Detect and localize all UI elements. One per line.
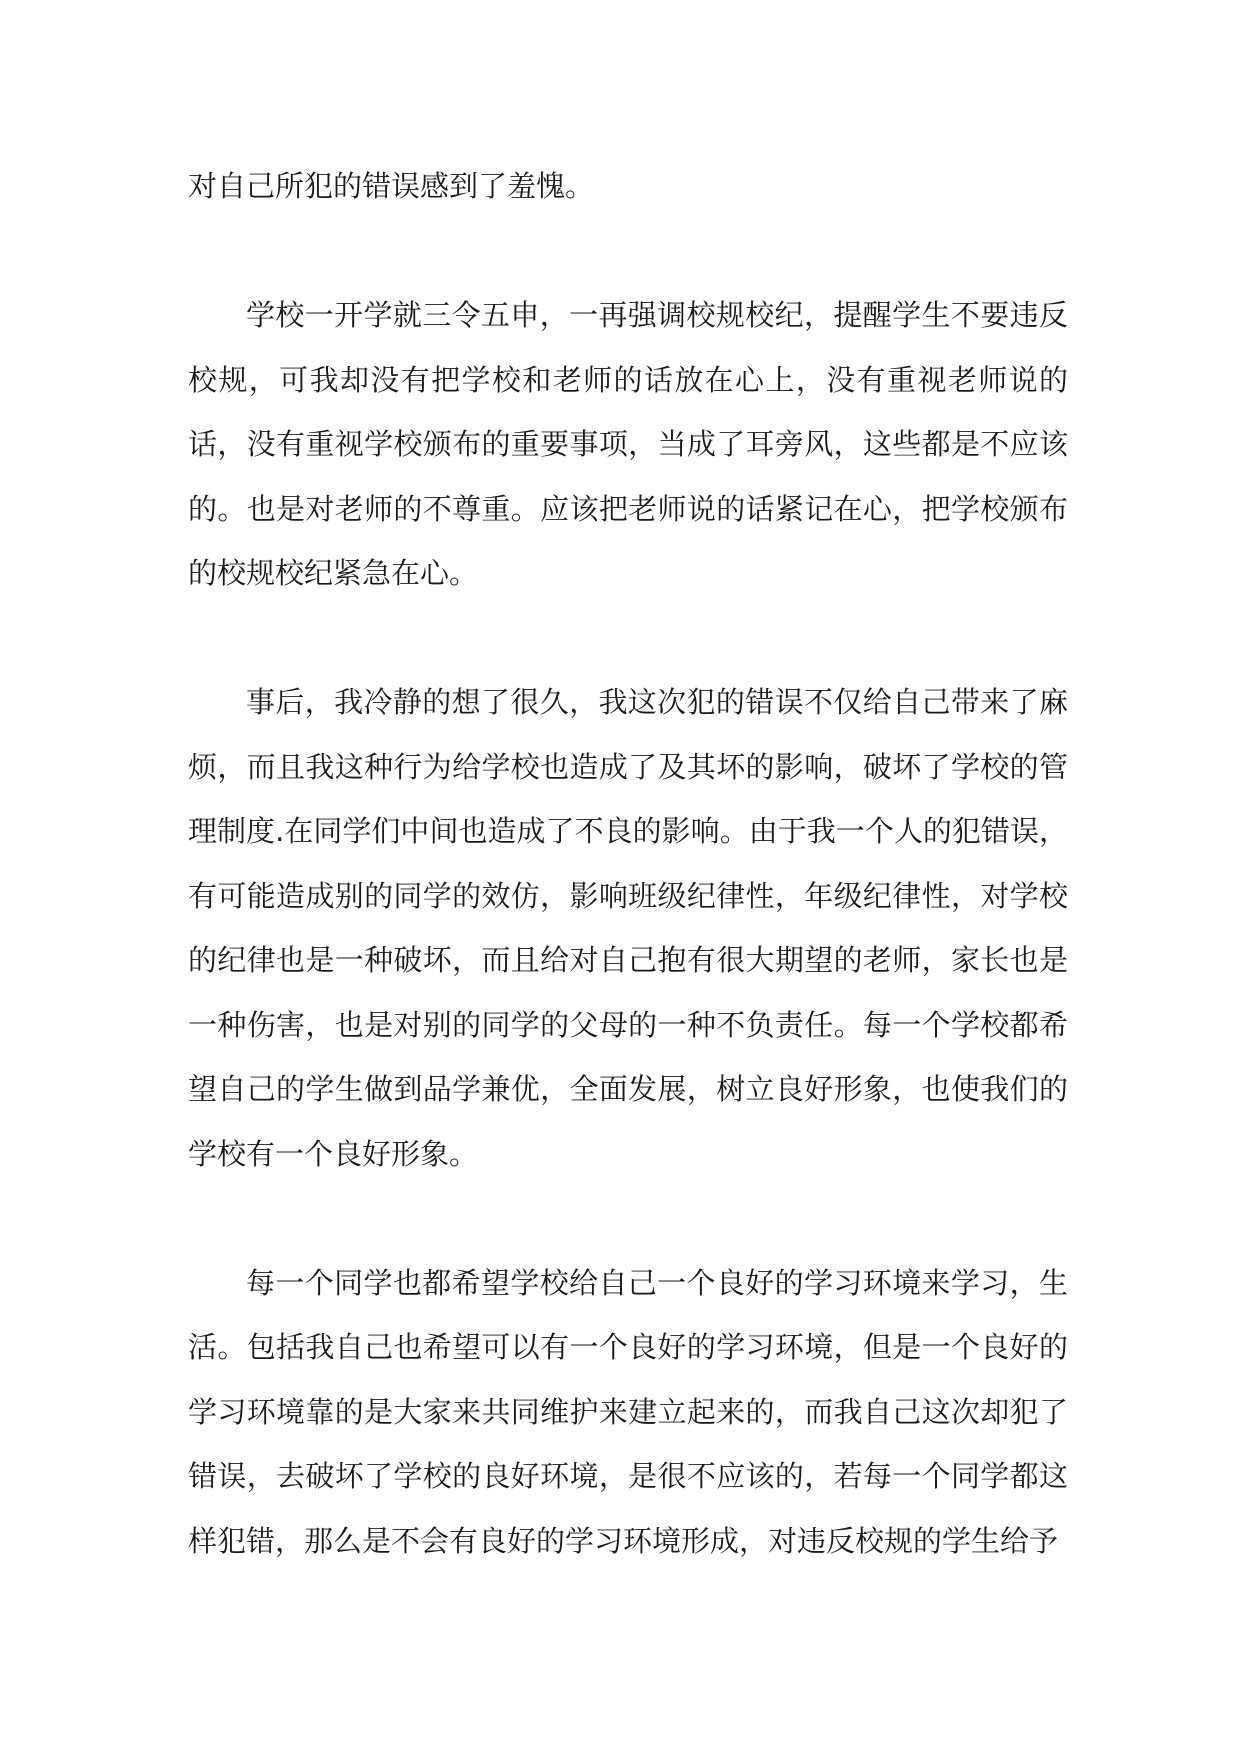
paragraph-4: 每一个同学也都希望学校给自己一个良好的学习环境来学习，生活。包括我自己也希望可以有一个良好的学习环境，但是一个良好的学习环境靠的是大家来共同维护来建立起来的，而我自己这次却犯了错误，去破坏了学校的良好环境，是很不应该的，若每一个同学都这样犯错，那么是不会有良好的学习环境形成，对违反校规的学生给予 bbox=[188, 1265, 1068, 1558]
paragraph-spacer bbox=[188, 1186, 1068, 1251]
document-body bbox=[188, 154, 1068, 1573]
paragraph-spacer bbox=[188, 219, 1068, 284]
paragraph-2: 学校一开学就三令五申，一再强调校规校纪，提醒学生不要违反校规，可我却没有把学校和老师的话放在心上，没有重视老师说的话，没有重视学校颁布的重要事项，当成了耳旁风，这些都是不应该的。也是对老师的不尊重。应该把老师说的话紧记在心，把学校颁布的校规校纪紧急在心。 bbox=[188, 298, 1068, 590]
paragraph-spacer bbox=[188, 606, 1068, 671]
paragraph-3: 事后，我冷静的想了很久，我这次犯的错误不仅给自己带来了麻烦，而且我这种行为给学校也造成了及其坏的影响，破坏了学校的管理制度.在同学们中间也造成了不良的影响。由于我一个人的犯错误，有可能造成别的同学的效仿，影响班级纪律性，年级纪律性，对学校的纪律也是一种破坏，而且给对自己抱有很大期望的老师，家长也是一种伤害，也是对别的同学的父母的一种不负责任。每一个学校都希望自己的学生做到品学兼优，全面发展，树立良好形象，也使我们的学校有一个良好形象。 bbox=[188, 685, 1068, 1171]
paragraph-1: 对自己所犯的错误感到了羞愧。 bbox=[188, 169, 595, 203]
